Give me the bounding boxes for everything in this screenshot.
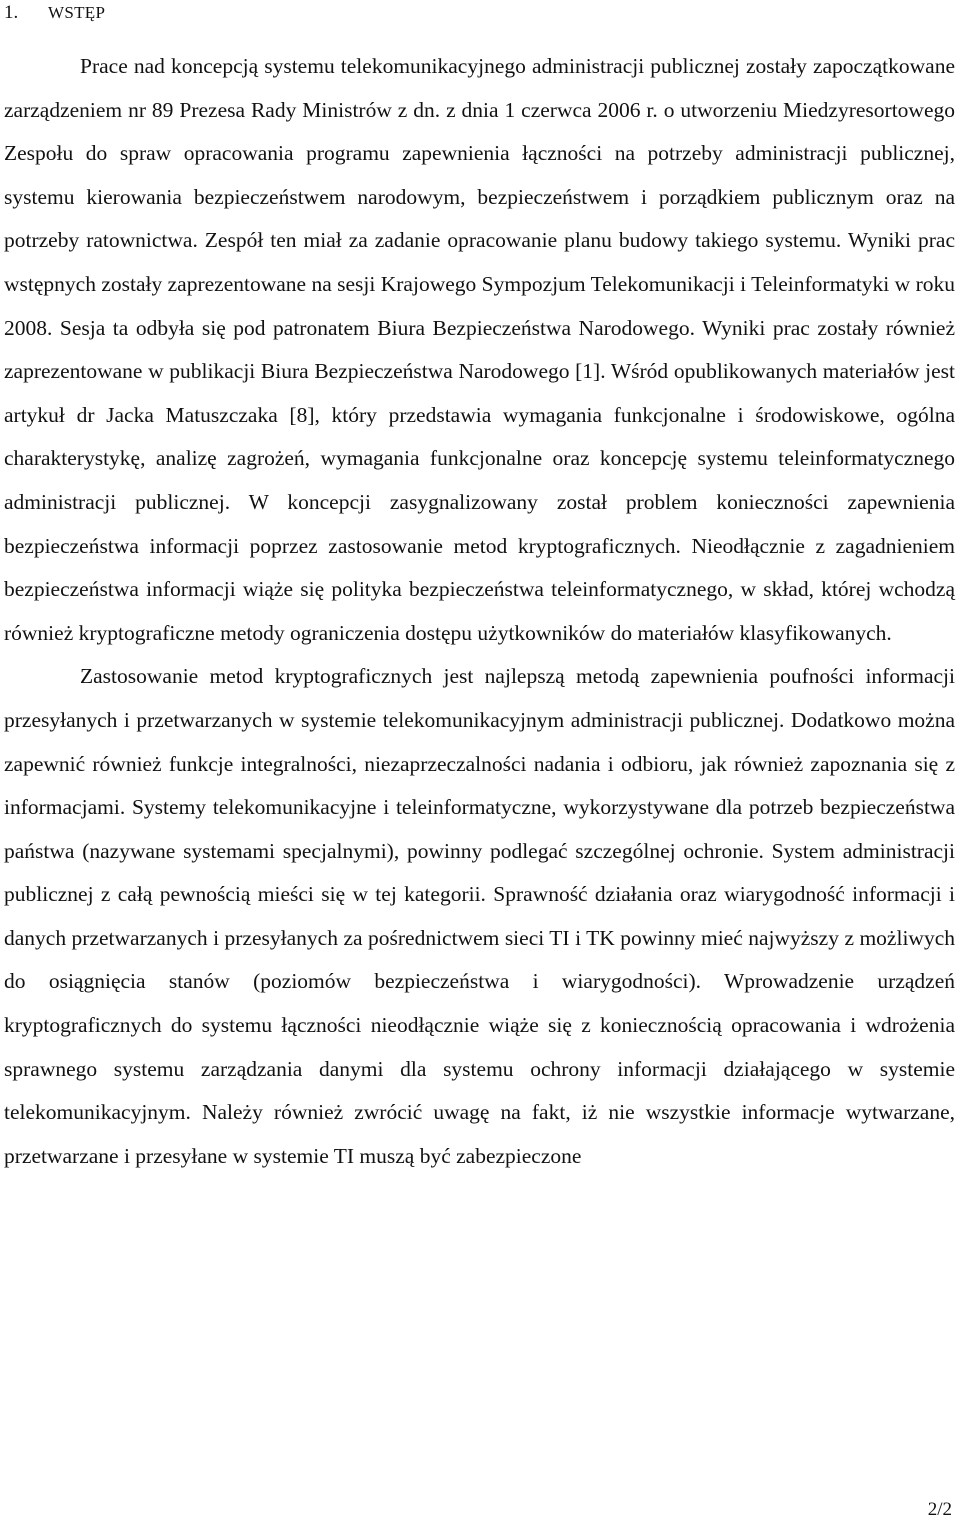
section-title: WSTĘP [48, 3, 106, 22]
section-heading [4, 1, 105, 25]
page-number: 2/2 [927, 1499, 952, 1520]
paragraph: Prace nad koncepcją systemu telekomunikacyjnego administracji publicznej zostały zapoczątkowane zarządzeniem nr 89 Prezesa Rady Ministrów z dn. z dnia 1 czerwca 2006 r. o utworzeniu Miedzyresortowego Zespołu do spraw opracowania programu zapewnienia łączności na potrzeby administracji publicznej, systemu kierowania bezpieczeństwem narodowym, bezpieczeństwem i porządkiem publicznym oraz na potrzeby ratownictwa. Zespół ten miał za zadanie opracowanie planu budowy takiego systemu. Wyniki prac wstępnych zostały zaprezentowane na sesji Krajowego Sympozjum Telekomunikacji i Teleinformatyki w roku 2008. Sesja ta odbyła się pod patronatem Biura Bezpieczeństwa Narodowego. Wyniki prac zostały również zaprezentowane w publikacji Biura Bezpieczeństwa Narodowego [1]. Wśród opublikowanych materiałów jest artykuł dr Jacka Matuszczaka [8], który przedstawia wymagania funkcjonalne i środowiskowe, ogólna charakterystykę, analizę zagrożeń, wymagania funkcjonalne oraz koncepcję systemu teleinformatycznego administracji publicznej. W koncepcji zasygnalizowany został problem konieczności zapewnienia bezpieczeństwa informacji poprzez zastosowanie metod kryptograficznych. Nieodłącznie z zagadnieniem bezpieczeństwa informacji wiąże się polityka bezpieczeństwa teleinformatycznego, w skład, której wchodzą również kryptograficzne metody ograniczenia dostępu użytkowników do materiałów klasyfikowanych. [4, 54, 955, 645]
section-number: 1. [4, 2, 19, 23]
paragraph: Zastosowanie metod kryptograficznych jest najlepszą metodą zapewnienia poufności informacji przesyłanych i przetwarzanych w systemie telekomunikacyjnym administracji publicznej. Dodatkowo można zapewnić również funkcje integralności, niezaprzeczalności nadania i odbioru, jak również zapoznania się z informacjami. Systemy telekomunikacyjne i teleinformatyczne, wykorzystywane dla potrzeb bezpieczeństwa państwa (nazywane systemami specjalnymi), powinny podlegać szczególnej ochronie. System administracji publicznej z całą pewnością mieści się w tej kategorii. Sprawność działania oraz wiarygodność informacji i danych przetwarzanych i przesyłanych za pośrednictwem sieci TI i TK powinny mieć najwyższy z możliwych do osiągnięcia stanów (poziomów bezpieczeństwa i wiarygodności). Wprowadzenie urządzeń kryptograficznych do systemu łączności nieodłącznie wiąże się z koniecznością opracowania i wdrożenia sprawnego systemu zarządzania danymi dla systemu ochrony informacji działającego w systemie telekomunikacyjnym. Należy również zwrócić uwagę na fakt, iż nie wszystkie informacje wytwarzane, przetwarzane i przesyłane w systemie TI muszą być zabezpieczone [4, 664, 955, 1168]
body-text [4, 45, 955, 1178]
